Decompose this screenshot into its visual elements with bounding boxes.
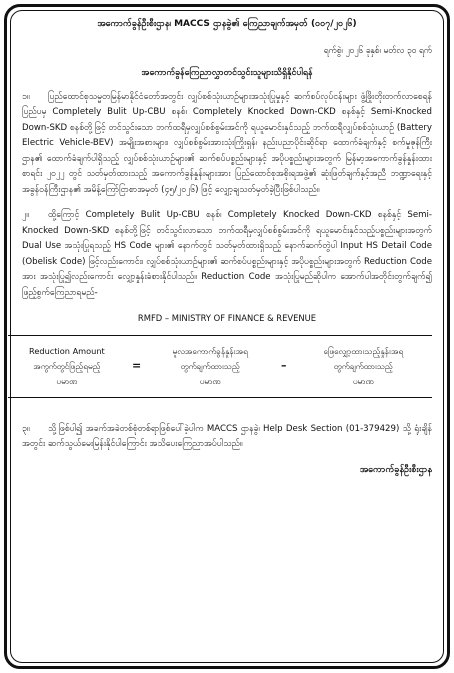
formula-text: တွက်ချက်ထားသည့် xyxy=(333,360,393,371)
paragraph-text: ထို့ကြောင့် Completely Bulit Up-CBU စနစ်၊ Completely Knocked Down-CKD စနစ်နှင့် Semi-Knocked Down-SKD စနစ်တို့ဖြင့် တင်သွင်းလာသော ဘက်ထရီမှလျှပ်စစ်စွမ်းအင်ကို ရယူမောင်းနှင်သည့်ပစ္စည်းများအတွက် Dual Use အသုံးပြုရသည့် HS Code များ၏ နောက်တွင် သတ်မှတ်ထားရှိသည့် နောက်ဆက်တွဲပါ Input HS Detail Code (Obelisk Code) ဖြင့်လည်းကောင်း၊ လျှပ်စစ်သုံးယာဉ်များ၏ ဆက်စပ်ပစ္စည်းများနှင့် အပိုပစ္စည်းများအတွက် Reduction Code အား အသုံးပြု၍လည်းကောင်း လျှော့နှုန်းခံစားနိုင်ပါသည်။ Reduction Code အသုံးပြုမည်ဆိုပါက အောက်ပါအတိုင်းတွက်ချက်၍ ဖြည့်စွက်ကြေညာရမည်- xyxy=(22,210,432,298)
announcement-subject: အကောက်ခွန်ကြေညာလွှာတင်သွင်းသူများသိရှိနိုင်ပါရန် xyxy=(141,68,313,78)
paragraph-2 xyxy=(22,208,432,301)
paragraph-number: ၂။ xyxy=(22,210,29,220)
formula-text: ဖြေလျှော့ထားသည့်နှုန်းအရ xyxy=(323,345,404,356)
minus-sign: – xyxy=(281,359,287,373)
formula-text: ပမာဏ xyxy=(352,375,374,386)
paragraph-3 xyxy=(22,422,432,453)
formula-text: အကွက်တွင်ဖြည့်ရမည့် xyxy=(33,360,101,371)
formula-text: ပမာဏ xyxy=(56,375,78,386)
signature: အကောက်ခွန်ဦးစီးဌာန xyxy=(359,464,432,475)
paragraph-number: ၁။ xyxy=(22,91,30,102)
paragraph-text: ပြည်ထောင်စုသမ္မတမြန်မာနိုင်ငံတော်အတွင်း လျှပ်စစ်သုံးယာဉ်များအသုံးပြုမှုနှင့် ဆက်စပ်လုပ်ငန်းများ ဖွံ့ဖြိုးတိုးတက်လာစေရန် ပြည်ပမှ Completely Bulit Up-CBU စနစ်၊ Completely Knocked Down-CKD စနစ်နှင့် Semi-Knocked Down-SKD စနစ်တို့ဖြင့် တင်သွင်းသော ဘက်ထရီမှလျှပ်စစ်စွမ်းအင်ကို ရယူမောင်းနှင်သည့် ဘက်ထရီလျှပ်စစ်သုံးယာဉ် (Battery Electric Vehicle-BEV) အမျိုးအစားများ၊ လျှပ်စစ်စွမ်းအားသုံးကြိုးရှန်၊ နည်းပညာပိုင်းဆိုင်ရာ ထောက်ခံချက်နှင့် စက်မှုဇုန်ကြီးဌာန၏ ထောက်ခံချက်ပါရှိသည့် လျှပ်စစ်သုံးယာဉ်များ၏ ဆက်စပ်ပစ္စည်းများနှင့် အပိုပစ္စည်းများအတွက် မြန်မာ့အကောက်ခွန်နှုန်းထားစာရင်း ၂၀၂၂ တွင် သတ်မှတ်ထားသည့် အကောက်ခွန်နှုန်းများအား ပြည်ထောင်စုအစိုးရအဖွဲ့၏ ဆုံးဖြတ်ချက်နှင့်အညီ ဘဏ္ဍာရေးနှင့် အခွန်ဝန်ကြီးဌာန၏ အမိန့်ကြော်ငြာစာအမှတ် (၄၅/၂၀၂၆) ဖြင့် လျှော့ချသတ်မှတ်ခဲ့ပြီးဖြစ်ပါသည်။ xyxy=(22,91,432,195)
formula-col-original-rate xyxy=(147,344,273,389)
paragraph-number: ၃။ xyxy=(22,423,30,434)
formula-col-reduction-amount xyxy=(8,344,126,389)
formula-text: Reduction Amount xyxy=(29,345,105,356)
paragraph-1 xyxy=(22,90,432,199)
formula-text: တွက်ချက်ထားသည့် xyxy=(180,360,240,371)
reduction-formula-table xyxy=(8,335,432,398)
announcement-title: အကောက်ခွန်ဦးစီးဌာန၊ MACCS ဌာနခွဲ၏ ကြေညာချက်အမှတ် (၀၀၇/၂၀၂၆) xyxy=(97,19,357,29)
rmfd-label: RMFD – MINISTRY OF FINANCE & REVENUE xyxy=(137,313,317,323)
document-content xyxy=(22,17,432,478)
announcement-date: ရက်စွဲ၊ ၂၀၂၆ ခုနှစ်၊ မတ်လ ၃၀ ရက် xyxy=(323,44,432,55)
formula-text: ပမာဏ xyxy=(199,375,221,386)
paragraph-text: သို့ဖြစ်ပါ၍ အခက်အခဲတစ်စုံတစ်ရာဖြစ်ပေါ်ခဲ့ပါက MACCS ဌာနခွဲ၊ Help Desk Section (01-379429) သို့ ရုံးချိန်အတွင်း ဆက်သွယ်မေးမြန်းနိုင်ပါကြောင်း အသိပေးကြေညာအပ်ပါသည်။ xyxy=(22,423,432,449)
equals-sign: = xyxy=(131,359,142,373)
formula-text: မူလအကောက်ခွန်နှုန်းအရ xyxy=(172,345,248,356)
formula-col-reduced-rate xyxy=(295,344,432,389)
